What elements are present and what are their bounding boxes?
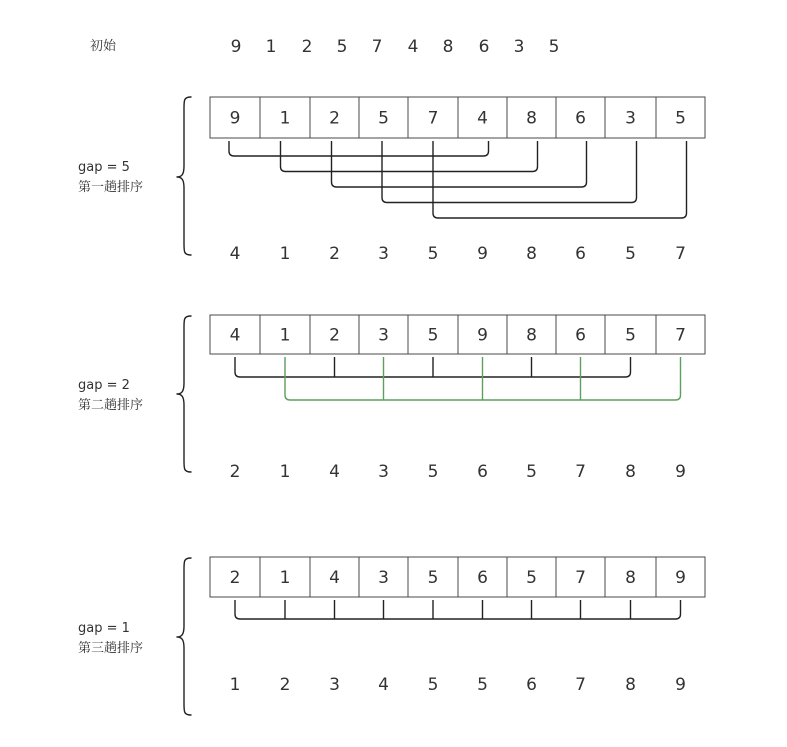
initial-value: 2 — [301, 37, 313, 57]
result-value: 7 — [575, 675, 586, 695]
result-value: 3 — [329, 675, 340, 695]
result-value: 5 — [427, 462, 439, 482]
pass-1-title: 第一趟排序 — [78, 180, 144, 195]
pass-1-result-row — [230, 244, 686, 264]
array-cell-value: 5 — [378, 108, 389, 129]
result-value: 2 — [279, 675, 291, 695]
array-cell-value: 6 — [477, 568, 488, 588]
array-cell-value: 7 — [427, 108, 439, 129]
result-value: 3 — [378, 462, 389, 482]
result-value: 7 — [675, 244, 686, 264]
pass-1-gap-label: gap = 5 — [78, 160, 130, 175]
result-value: 1 — [229, 675, 241, 695]
result-value: 5 — [526, 462, 537, 482]
result-value: 5 — [427, 675, 439, 695]
result-value: 9 — [675, 462, 686, 482]
pass-2-gap-label: gap = 2 — [78, 378, 130, 393]
array-cell-value: 1 — [279, 108, 291, 129]
initial-label: 初始 — [90, 39, 117, 54]
array-cell-value: 7 — [575, 568, 586, 588]
pass-3-group-brackets — [235, 600, 681, 619]
initial-value: 6 — [478, 37, 490, 57]
result-value: 3 — [378, 244, 389, 264]
result-value: 6 — [575, 244, 586, 264]
result-value: 4 — [378, 675, 389, 695]
array-cell-value: 9 — [675, 568, 686, 588]
array-cell-value: 1 — [279, 325, 291, 346]
initial-value: 9 — [230, 37, 242, 57]
result-value: 9 — [675, 675, 686, 695]
array-cell-value: 2 — [329, 325, 340, 346]
array-cell-value: 3 — [625, 108, 636, 129]
array-cell-value: 7 — [675, 325, 686, 346]
initial-value: 3 — [513, 37, 525, 57]
group-bracket — [235, 600, 681, 619]
pass-2-title: 第二趟排序 — [78, 398, 144, 413]
result-value: 8 — [625, 462, 636, 482]
pass-1-group — [78, 97, 705, 264]
array-cell-value: 5 — [427, 325, 439, 346]
pass-3-brace — [177, 558, 191, 715]
array-cell-value: 1 — [279, 568, 291, 588]
array-cell-value: 4 — [329, 568, 340, 588]
array-cell-value: 2 — [229, 568, 241, 588]
initial-value: 5 — [336, 37, 348, 57]
array-cell-value: 5 — [675, 108, 686, 129]
result-value: 9 — [477, 244, 488, 264]
initial-value: 7 — [371, 37, 383, 57]
pass-3-group — [78, 557, 705, 715]
array-cell-value: 5 — [427, 568, 439, 588]
group-bracket — [332, 141, 587, 187]
group-bracket — [285, 357, 681, 400]
array-cell-value: 8 — [625, 568, 636, 588]
result-value: 7 — [575, 462, 586, 482]
initial-value: 5 — [548, 37, 560, 57]
array-cell-value: 4 — [477, 108, 488, 129]
result-value: 1 — [279, 244, 291, 264]
array-cell-value: 5 — [625, 325, 636, 346]
initial-value: 8 — [442, 37, 454, 57]
result-value: 5 — [427, 244, 439, 264]
pass-2-result-row — [230, 462, 686, 482]
result-value: 4 — [329, 462, 340, 482]
initial-values-row — [231, 37, 560, 57]
array-cell-value: 3 — [378, 568, 389, 588]
array-cell-value: 8 — [526, 108, 537, 129]
result-value: 6 — [477, 462, 488, 482]
pass-1-brace — [177, 97, 191, 255]
group-bracket — [235, 357, 631, 377]
array-cell-value: 2 — [329, 108, 340, 129]
array-cell-value: 6 — [575, 325, 586, 346]
result-value: 8 — [526, 244, 537, 264]
array-cell-value: 8 — [526, 325, 537, 346]
pass-1-array — [210, 97, 705, 138]
array-cell-value: 3 — [378, 325, 389, 346]
pass-2-brace — [177, 316, 191, 472]
pass-2-array — [210, 315, 705, 354]
result-value: 1 — [279, 462, 291, 482]
pass-2-group — [78, 315, 705, 482]
pass-3-title: 第三趟排序 — [78, 641, 144, 656]
pass-3-gap-label: gap = 1 — [78, 621, 130, 636]
result-value: 4 — [229, 244, 241, 264]
array-cell-value: 6 — [575, 108, 586, 129]
array-cell-value: 9 — [229, 108, 241, 129]
group-bracket — [433, 141, 687, 218]
array-cell-value: 4 — [229, 325, 241, 346]
result-value: 5 — [625, 244, 636, 264]
array-cell-value: 5 — [526, 568, 537, 588]
array-cell-value: 9 — [477, 325, 488, 346]
initial-value: 1 — [265, 37, 277, 57]
group-bracket — [229, 141, 489, 156]
pass-3-result-row — [230, 675, 686, 695]
result-value: 2 — [229, 462, 241, 482]
initial-value: 4 — [407, 37, 419, 57]
result-value: 6 — [526, 675, 537, 695]
pass-3-array — [210, 557, 705, 597]
result-value: 8 — [625, 675, 636, 695]
result-value: 5 — [477, 675, 488, 695]
pass-2-group-brackets — [235, 357, 681, 400]
result-value: 2 — [329, 244, 340, 264]
pass-1-group-brackets — [229, 141, 687, 218]
